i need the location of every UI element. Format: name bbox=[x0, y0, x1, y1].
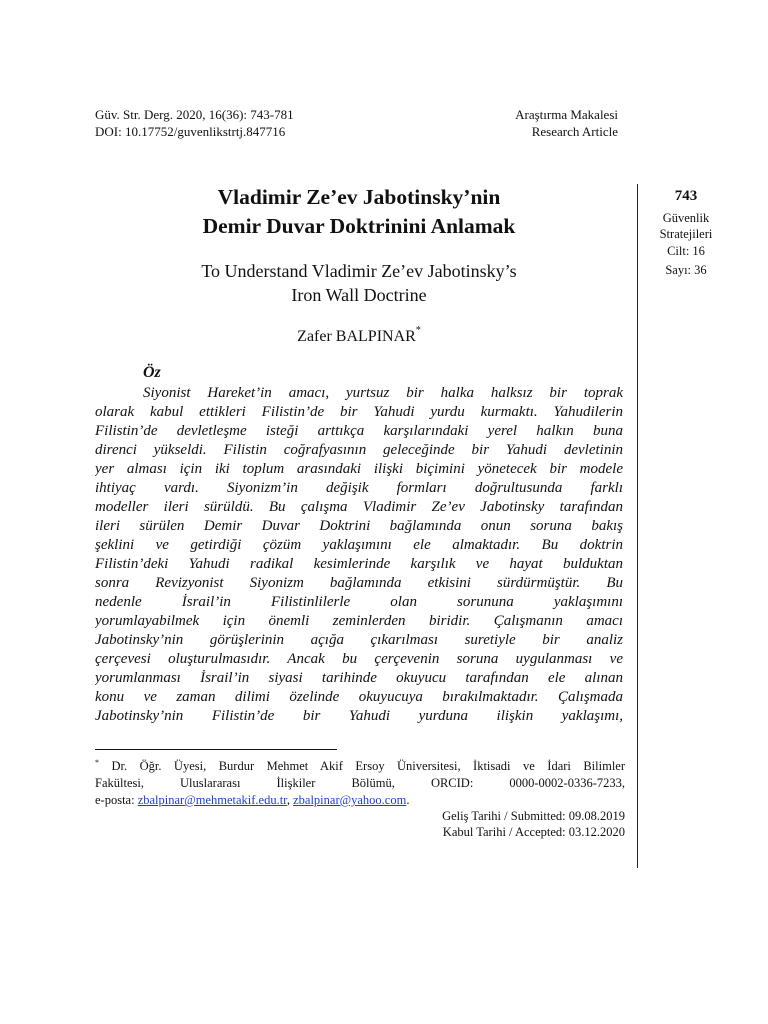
abstract-line: Jabotinsky’nin görüşlerinin açığa çıkarılması suretiyle bir analiz bbox=[95, 632, 623, 648]
abstract-line: sonra Revizyonist Siyonizm bağlamında etkisini sürdürmüştür. Bu bbox=[95, 575, 623, 591]
abstract-line: Filistin’deki Yahudi radikal kesimlerinde karşılık ve hayat bulduktan bbox=[95, 556, 623, 572]
abstract-line: konu ve zaman dilimi özelinde okuyucuya bırakılmaktadır. Çalışmada bbox=[95, 689, 623, 705]
author-name: Zafer BALPINAR bbox=[297, 328, 416, 345]
journal-name bbox=[641, 210, 731, 242]
submitted-date: Geliş Tarihi / Submitted: 09.08.2019 bbox=[442, 809, 625, 823]
article-type-en: Research Article bbox=[531, 124, 618, 139]
volume: Cilt: 16 bbox=[667, 244, 705, 258]
footnote-line2: Fakültesi, Uluslararası İlişkiler Bölümü, ORCID: 0000-0002-0336-7233, bbox=[95, 776, 625, 790]
footnote-marker: * bbox=[95, 758, 99, 767]
footnote-line1 bbox=[95, 758, 625, 774]
footnote-end: . bbox=[406, 793, 410, 807]
title-tr-line2: Demir Duvar Doktrinini Anlamak bbox=[202, 214, 516, 238]
title-en-line2: Iron Wall Doctrine bbox=[291, 285, 427, 305]
accepted-date: Kabul Tarihi / Accepted: 03.12.2020 bbox=[442, 825, 625, 839]
abstract-line: şeklini ve getirdiği çözüm yaklaşımını ele almaktadır. Bu doktrin bbox=[95, 537, 623, 553]
email-separator: , bbox=[286, 793, 290, 807]
abstract-line: direnci yükseldi. Filistin coğrafyasının geleceğinde bir Yahudi devletinin bbox=[95, 442, 623, 458]
abstract-line: ihtiyaç vardı. Siyonizm’in değişik formları doğrultusunda farklı bbox=[95, 480, 623, 496]
journal-name-line1: Güvenlik bbox=[662, 211, 710, 225]
margin-divider bbox=[637, 184, 638, 868]
abstract-line: yorumlanması İsrail’in siyasi tarihinde okuyucu tarafından ele alınan bbox=[95, 670, 623, 686]
footnote-affiliation-1: Dr. Öğr. Üyesi, Burdur Mehmet Akif Ersoy Üniversitesi, İktisadi ve İdari Bilimler bbox=[111, 759, 626, 773]
abstract-line: ileri sürülen Demir Duvar Doktrini bağlamında onun soruna bakış bbox=[95, 518, 623, 534]
title-en-line1: To Understand Vladimir Ze’ev Jabotinsky’s bbox=[201, 261, 517, 281]
footnote-line3 bbox=[95, 792, 625, 808]
abstract-line: nedenle İsrail’in Filistinlilerle olan sorununa yaklaşımını bbox=[95, 594, 623, 610]
abstract-line: olarak kabul ettikleri Filistin’de bir Yahudi yurdu kurmaktı. Yahudilerin bbox=[95, 404, 623, 420]
issue: Sayı: 36 bbox=[665, 263, 707, 277]
abstract-line: çerçevesi oluşturulmasıdır. Ancak bu çerçevenin soruna uygulanması ve bbox=[95, 651, 623, 667]
email-link-primary[interactable]: zbalpinar@mehmetakif.edu.tr bbox=[137, 793, 287, 807]
footnote-separator bbox=[95, 749, 337, 750]
abstract-line: yorumlayabilmek için önemli zeminlerden biridir. Çalışmanın amacı bbox=[95, 613, 623, 629]
abstract-line: Filistin’de devletleşme isteği arttıkça karşılarındaki yerel halkın buna bbox=[95, 423, 623, 439]
journal-name-line2: Stratejileri bbox=[659, 227, 713, 241]
email-label: e-posta: bbox=[95, 793, 135, 807]
abstract-line: yer alması için iki toplum arasındaki ilişki biçimini yönetecek bir modele bbox=[95, 461, 623, 477]
author-footnote-marker[interactable]: * bbox=[415, 325, 421, 336]
email-link-secondary[interactable]: zbalpinar@yahoo.com bbox=[293, 793, 407, 807]
abstract-line: modeller ileri sürüldü. Bu çalışma Vladimir Ze’ev Jabotinsky tarafından bbox=[95, 499, 623, 515]
citation: Güv. Str. Derg. 2020, 16(36): 743-781 bbox=[95, 107, 294, 122]
abstract-heading: Öz bbox=[143, 364, 161, 381]
article-type-tr: Araştırma Makalesi bbox=[515, 107, 618, 122]
abstract-line: Jabotinsky’nin Filistin’de bir Yahudi yurduna ilişkin yaklaşımı, bbox=[95, 708, 623, 724]
doi: DOI: 10.17752/guvenlikstrtj.847716 bbox=[95, 124, 286, 139]
abstract-line: Siyonist Hareket’in amacı, yurtsuz bir halka halksız bir toprak bbox=[143, 385, 623, 401]
page-number: 743 bbox=[674, 188, 698, 204]
author bbox=[95, 327, 623, 347]
title-tr-line1: Vladimir Ze’ev Jabotinsky’nin bbox=[217, 185, 501, 209]
